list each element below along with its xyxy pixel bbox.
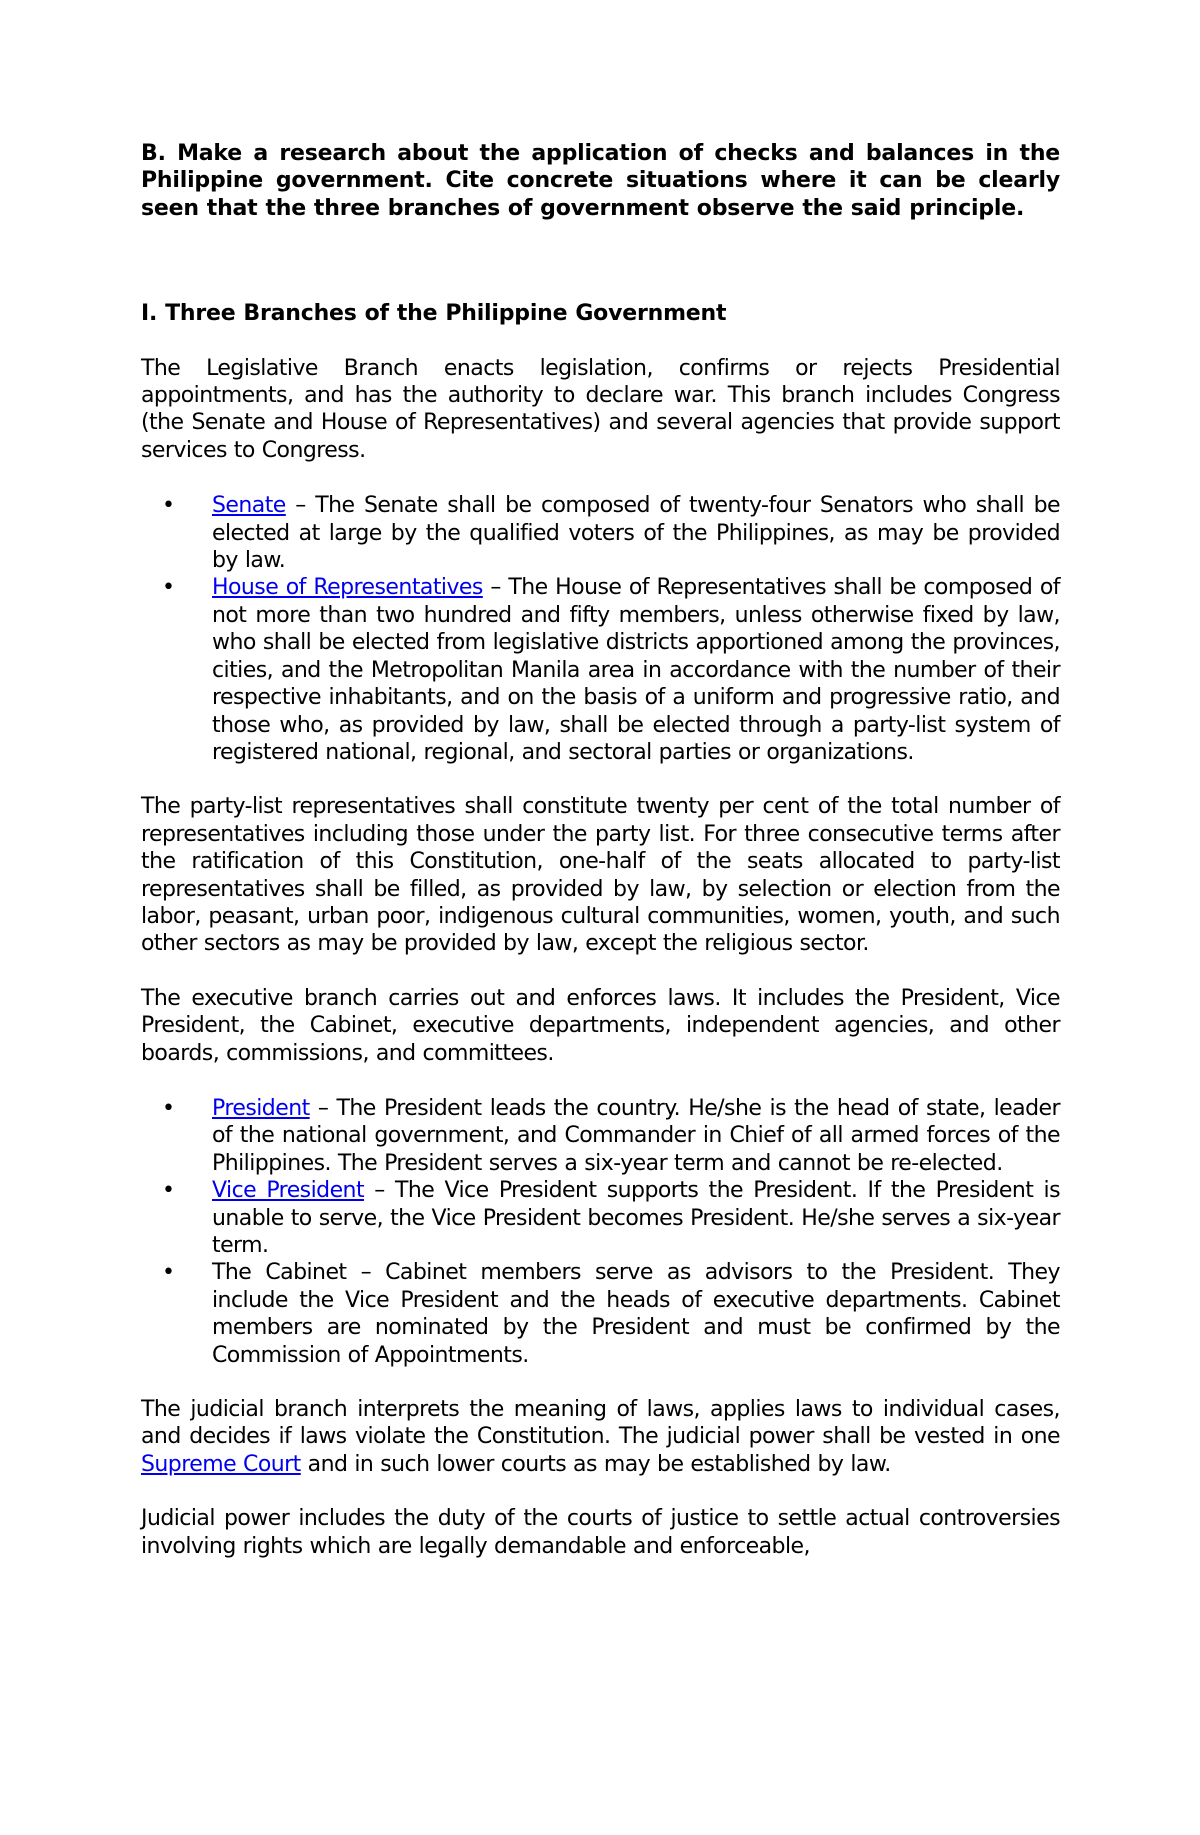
president-link[interactable]: President [212, 1095, 310, 1121]
section-heading: I. Three Branches of the Philippine Government [141, 301, 727, 327]
supreme-court-link[interactable]: Supreme Court [141, 1451, 301, 1477]
vice-president-link[interactable]: Vice President [212, 1178, 365, 1204]
judicial-intro: The judicial branch interprets the meaning of laws, applies laws to individual cases, and decides if laws violate the Constitution. The judicial power shall be vested in one Supreme Court and in such lower courts as may be established by law. [141, 1397, 1060, 1477]
legislative-list [141, 492, 1060, 766]
bullet-icon: • [162, 1260, 175, 1286]
vice-president-description: – The Vice President supports the President. If the President is unable to serve, the Vice President becomes President. He/she serves a six-year term. [212, 1178, 1060, 1258]
senate-description: – The Senate shall be composed of twenty-four Senators who shall be elected at large by the qualified voters of the Philippines, as may be provided by law. [212, 493, 1060, 574]
list-item-vice-president [162, 1177, 1060, 1259]
document-page [141, 140, 1060, 1560]
executive-list [141, 1095, 1060, 1369]
bullet-icon: • [162, 493, 175, 519]
senate-link[interactable]: Senate [212, 493, 286, 519]
task-prompt: B. Make a research about the application of checks and balances in the Philippine government. Cite concrete situations where it can be clearly seen that the three branches of government observe the said principle. [141, 141, 1060, 221]
house-of-representatives-link[interactable]: House of Representatives [212, 575, 483, 601]
bullet-icon: • [162, 575, 175, 601]
bullet-icon: • [162, 1095, 175, 1121]
party-list-paragraph: The party-list representatives shall constitute twenty per cent of the total number of representatives including those under the party list. For three consecutive terms after the ratification of this Constitution, one-half of the seats allocated to party-list representatives shall be filled, as provided by law, by selection or election from the labor, peasant, urban poor, indigenous cultural communities, women, youth, and such other sectors as may be provided by law, except the religious sector. [141, 794, 1060, 957]
list-item-senate [162, 492, 1060, 574]
cabinet-description: The Cabinet – Cabinet members serve as advisors to the President. They include the Vice President and the heads of executive departments. Cabinet members are nominated by the President and must be confirmed by the Commission of Appointments. [212, 1260, 1060, 1368]
executive-intro: The executive branch carries out and enforces laws. It includes the President, Vice President, the Cabinet, executive departments, independent agencies, and other boards, commissions, and committees. [141, 985, 1060, 1066]
bullet-icon: • [162, 1178, 175, 1204]
judicial-power-paragraph: Judicial power includes the duty of the courts of justice to settle actual controversies involving rights which are legally demandable and enforceable, [141, 1506, 1060, 1559]
list-item-house [162, 574, 1060, 766]
house-description: – The House of Representatives shall be composed of not more than two hundred and fifty members, unless otherwise fixed by law, who shall be elected from legislative districts apportioned among the provinces, cities, and the Metropolitan Manila area in accordance with the number of their respective inhabitants, and on the basis of a uniform and progressive ratio, and those who, as provided by law, shall be elected through a party-list system of registered national, regional, and sectoral parties or organizations. [212, 575, 1060, 765]
list-item-president [162, 1095, 1060, 1177]
legislative-intro: The Legislative Branch enacts legislation, confirms or rejects Presidential appointments, and has the authority to declare war. This branch includes Congress (the Senate and House of Representatives) and several agencies that provide support services to Congress. [141, 355, 1060, 463]
president-description: – The President leads the country. He/she is the head of state, leader of the national government, and Commander in Chief of all armed forces of the Philippines. The President serves a six-year term and cannot be re-elected. [212, 1095, 1060, 1176]
list-item-cabinet [162, 1259, 1060, 1369]
